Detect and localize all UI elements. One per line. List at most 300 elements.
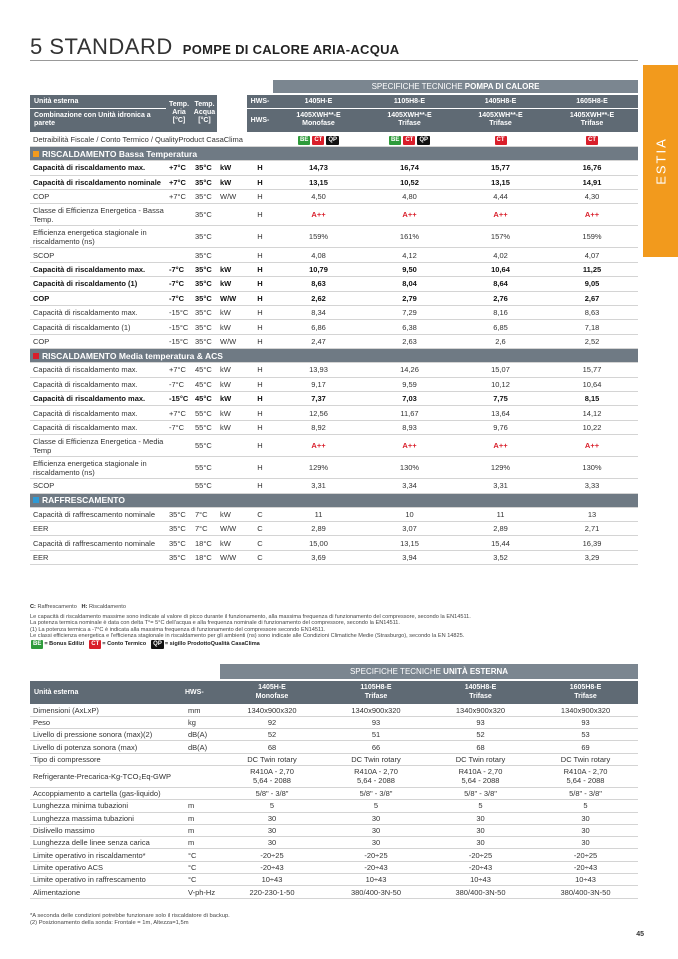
unit: °C — [185, 861, 220, 873]
water-temp: 35°C — [192, 291, 217, 305]
air-temp — [166, 479, 192, 493]
page-header — [30, 34, 400, 60]
outdoor-model: 1405H-E — [273, 94, 364, 108]
water-temp: 35°C — [192, 175, 217, 189]
unit: kW — [217, 363, 247, 377]
row-label: Lunghezza delle linee senza carica — [30, 837, 185, 849]
mode: H — [247, 161, 273, 175]
hydro-model: 1405XWH**-E Trifase — [455, 108, 546, 132]
data-row — [30, 248, 638, 262]
hydro-model: 1405XWH**-E Trifase — [546, 108, 638, 132]
data-row — [30, 391, 638, 405]
data-row — [30, 420, 638, 434]
value-cell: 13,64 — [455, 406, 546, 420]
data-row — [30, 363, 638, 377]
row-label: Efficienza energetica stagionale in riscaldamento (ns) — [30, 226, 166, 248]
unit: kW — [217, 277, 247, 291]
air-temp: +7°C — [166, 363, 192, 377]
data-row — [30, 704, 638, 716]
value-cell: 2,52 — [546, 334, 638, 348]
value-cell: 9,59 — [364, 377, 455, 391]
value-cell: 8,93 — [364, 420, 455, 434]
outdoor-model: 1405H8-E Trifase — [428, 680, 533, 704]
unit — [185, 765, 220, 787]
value-cell: R410A - 2,70 5,64 - 2088 — [324, 765, 428, 787]
mode: H — [247, 306, 273, 320]
data-row — [30, 334, 638, 348]
row-label: Capacità di riscaldamento nominale — [30, 175, 166, 189]
air-temp: -7°C — [166, 377, 192, 391]
row-label: Capacità di raffrescamento nominale — [30, 507, 166, 521]
value-cell: 6,86 — [273, 320, 364, 334]
badge-legend-text: = Bonus Edilizi — [44, 640, 85, 647]
spec-title: SPECIFICHE TECNICHE UNITÀ ESTERNA — [220, 664, 638, 680]
hws-label: HWS- — [247, 108, 273, 132]
unit: dB(A) — [185, 729, 220, 741]
data-row — [30, 753, 638, 765]
mode: H — [247, 226, 273, 248]
value-cell: 4,30 — [546, 190, 638, 204]
value-cell: 4,44 — [455, 190, 546, 204]
value-cell: 10÷43 — [324, 874, 428, 886]
outdoor-model: 1105H8-E Trifase — [324, 680, 428, 704]
unit: kW — [217, 507, 247, 521]
value-cell: 5 — [220, 800, 324, 812]
value-cell: 52 — [220, 729, 324, 741]
mode: H — [247, 420, 273, 434]
unit: W/W — [217, 190, 247, 204]
data-row — [30, 812, 638, 824]
notes-block — [30, 604, 640, 649]
qp-badge: QP — [419, 137, 428, 144]
value-cell: A++ — [455, 204, 546, 226]
water-temp: 35°C — [192, 277, 217, 291]
value-cell: 130% — [546, 457, 638, 479]
data-row — [30, 741, 638, 753]
value-cell: 92 — [220, 716, 324, 728]
row-label: COP — [30, 334, 166, 348]
value-cell: A++ — [273, 204, 364, 226]
mode: H — [247, 334, 273, 348]
row-label: Dimensioni (AxLxP) — [30, 704, 185, 716]
value-cell: 14,91 — [546, 175, 638, 189]
value-cell: 157% — [455, 226, 546, 248]
unit: kW — [217, 420, 247, 434]
value-cell: 14,73 — [273, 161, 364, 175]
data-row — [30, 291, 638, 305]
mode: H — [247, 248, 273, 262]
value-cell: 15,77 — [455, 161, 546, 175]
value-cell: 15,07 — [455, 363, 546, 377]
unit: kW — [217, 406, 247, 420]
value-cell: 8,64 — [455, 277, 546, 291]
water-temp: 18°C — [192, 550, 217, 564]
row-label: Classe di Efficienza Energetica - Media Temp — [30, 435, 166, 457]
value-cell: 4,07 — [546, 248, 638, 262]
data-row — [30, 837, 638, 849]
unit: kW — [217, 262, 247, 276]
value-cell: 93 — [428, 716, 533, 728]
row-label: Livello di potenza sonora (max) — [30, 741, 185, 753]
value-cell: 5/8" - 3/8" — [533, 787, 638, 799]
be-badge: BE — [33, 640, 42, 647]
note-line: Le classi efficienza energetica e l'efficienza stagionale in riscaldamento per gli ambienti (ns) sono indicate alle Condizioni Climatiche Medie (Strasburgo), secondo la EN 14825. — [30, 633, 465, 640]
value-cell: A++ — [364, 204, 455, 226]
value-cell: A++ — [546, 204, 638, 226]
value-cell: DC Twin rotary — [428, 753, 533, 765]
air-temp: 35°C — [166, 536, 192, 550]
value-cell: 4,50 — [273, 190, 364, 204]
be-badge: BE — [299, 137, 309, 144]
water-temp: 35°C — [192, 334, 217, 348]
air-temp — [166, 457, 192, 479]
value-cell: 13,15 — [364, 536, 455, 550]
air-temp — [166, 248, 192, 262]
air-temp: -7°C — [166, 420, 192, 434]
note-line: (1) La potenza termica a -7°C è indicata alla massima frequenza di funzionamento del compressore secondo EN14511. — [30, 626, 326, 633]
unit: m — [185, 837, 220, 849]
value-cell: 3,94 — [364, 550, 455, 564]
value-cell: 10,22 — [546, 420, 638, 434]
data-row — [30, 849, 638, 861]
data-row — [30, 457, 638, 479]
air-temp: +7°C — [166, 406, 192, 420]
section-number: 5 STANDARD — [30, 34, 173, 59]
hws-label: HWS- — [185, 680, 220, 704]
value-cell: 51 — [324, 729, 428, 741]
value-cell: A++ — [546, 435, 638, 457]
unit: W/W — [217, 550, 247, 564]
unit: kW — [217, 306, 247, 320]
value-cell: 10÷43 — [533, 874, 638, 886]
unit — [185, 787, 220, 799]
badge-cell — [546, 132, 638, 146]
badge-cell — [273, 132, 364, 146]
value-cell: -20÷43 — [428, 861, 533, 873]
footnote: (2) Posizionamento della sonda: Frontale = 1m, Altezza=1,5m — [30, 920, 189, 926]
value-cell: 8,04 — [364, 277, 455, 291]
water-temp: 7°C — [192, 521, 217, 535]
value-cell: 159% — [273, 226, 364, 248]
value-cell: 5/8" - 3/8" — [428, 787, 533, 799]
value-cell: 12,56 — [273, 406, 364, 420]
value-cell: 30 — [324, 824, 428, 836]
section-header — [30, 493, 638, 507]
value-cell: 3,31 — [455, 479, 546, 493]
value-cell: 380/400-3N-50 — [533, 886, 638, 898]
row-label: Livello di pressione sonora (max)(2) — [30, 729, 185, 741]
data-row — [30, 190, 638, 204]
badge-cell — [364, 132, 455, 146]
section-header — [30, 349, 638, 363]
unit: kW — [217, 536, 247, 550]
value-cell: 30 — [428, 837, 533, 849]
water-temp: 55°C — [192, 406, 217, 420]
value-cell: 10 — [364, 507, 455, 521]
row-label: Refrigerante-Precarica-Kg-TCO₂Eq-GWP — [30, 765, 185, 787]
value-cell: 30 — [324, 837, 428, 849]
value-cell: 15,77 — [546, 363, 638, 377]
air-temp: -15°C — [166, 320, 192, 334]
row-label: Capacità di riscaldamento max. — [30, 306, 166, 320]
detraibilita-label: Detraibilità Fiscale / Conto Termico / QualityProduct CasaClima — [30, 132, 273, 146]
row-label: SCOP — [30, 248, 166, 262]
ct-badge: CT — [314, 137, 323, 144]
value-cell: A++ — [364, 435, 455, 457]
unit: W/W — [217, 291, 247, 305]
section-header — [30, 147, 638, 161]
water-temp: 55°C — [192, 479, 217, 493]
air-temp — [166, 435, 192, 457]
value-cell: 8,63 — [273, 277, 364, 291]
row-label: Lunghezza minima tubazioni — [30, 800, 185, 812]
badge-legend — [30, 640, 640, 649]
water-temp: 55°C — [192, 457, 217, 479]
value-cell: 93 — [533, 716, 638, 728]
value-cell: 9,17 — [273, 377, 364, 391]
value-cell: 4,08 — [273, 248, 364, 262]
value-cell: 13,93 — [273, 363, 364, 377]
row-label: Capacità di riscaldamento max. — [30, 420, 166, 434]
value-cell: 3,29 — [546, 550, 638, 564]
water-temp: 45°C — [192, 377, 217, 391]
air-temp: 35°C — [166, 507, 192, 521]
header-row — [30, 108, 638, 132]
value-cell: 4,80 — [364, 190, 455, 204]
row-label: Peso — [30, 716, 185, 728]
row-label: EER — [30, 521, 166, 535]
section-title: RAFFRESCAMENTO — [42, 495, 125, 506]
be-badge: BE — [390, 137, 400, 144]
value-cell: 52 — [428, 729, 533, 741]
value-cell: 9,50 — [364, 262, 455, 276]
unit: kW — [217, 161, 247, 175]
data-row — [30, 226, 638, 248]
data-row — [30, 874, 638, 886]
air-temp — [166, 204, 192, 226]
value-cell: 9,05 — [546, 277, 638, 291]
value-cell: 15,44 — [455, 536, 546, 550]
value-cell: 10,12 — [455, 377, 546, 391]
value-cell: 130% — [364, 457, 455, 479]
unit — [217, 226, 247, 248]
unit — [217, 204, 247, 226]
unit: V-ph-Hz — [185, 886, 220, 898]
mode: H — [247, 391, 273, 405]
value-cell: 5 — [324, 800, 428, 812]
row-label: Dislivello massimo — [30, 824, 185, 836]
section-title: RISCALDAMENTO Media temperatura & ACS — [42, 350, 223, 361]
value-cell: 2,47 — [273, 334, 364, 348]
water-temp: 35°C — [192, 161, 217, 175]
data-row — [30, 277, 638, 291]
value-cell: 2,89 — [273, 521, 364, 535]
value-cell: DC Twin rotary — [324, 753, 428, 765]
spec-title-row — [30, 664, 638, 680]
unit-label: Unità esterna — [30, 680, 185, 704]
mode: H — [247, 320, 273, 334]
mode: H — [247, 377, 273, 391]
air-temp: +7°C — [166, 161, 192, 175]
detraibilita-row — [30, 132, 638, 146]
unit — [185, 753, 220, 765]
section-color-marker — [33, 497, 39, 503]
value-cell: 7,75 — [455, 391, 546, 405]
ct-badge: CT — [405, 137, 414, 144]
air-temp: -15°C — [166, 391, 192, 405]
row-label: Capacità di riscaldamento max. — [30, 406, 166, 420]
value-cell: 68 — [220, 741, 324, 753]
row-label: Lunghezza massima tubazioni — [30, 812, 185, 824]
value-cell: 10,64 — [455, 262, 546, 276]
data-row — [30, 262, 638, 276]
unit — [217, 479, 247, 493]
mode: H — [247, 204, 273, 226]
value-cell: 8,16 — [455, 306, 546, 320]
outdoor-model: 1605H8-E Trifase — [533, 680, 638, 704]
value-cell: 10,52 — [364, 175, 455, 189]
value-cell: 3,69 — [273, 550, 364, 564]
hws-label: HWS- — [247, 94, 273, 108]
value-cell: 2,67 — [546, 291, 638, 305]
unit: dB(A) — [185, 741, 220, 753]
mode-legend: C: Raffrescamento H: Riscaldamento — [30, 604, 126, 610]
value-cell: 5/8" - 3/8" — [324, 787, 428, 799]
value-cell: 380/400-3N-50 — [428, 886, 533, 898]
value-cell: 2,76 — [455, 291, 546, 305]
value-cell: 7,37 — [273, 391, 364, 405]
data-row — [30, 161, 638, 175]
value-cell: 69 — [533, 741, 638, 753]
value-cell: 159% — [546, 226, 638, 248]
air-temp: -7°C — [166, 291, 192, 305]
row-label: COP — [30, 190, 166, 204]
value-cell: -20÷43 — [220, 861, 324, 873]
temp-water-header: Temp. Acqua [°C] — [192, 94, 217, 132]
unit: mm — [185, 704, 220, 716]
row-label: Alimentazione — [30, 886, 185, 898]
value-cell: 30 — [428, 824, 533, 836]
value-cell: 13 — [546, 507, 638, 521]
value-cell: 8,15 — [546, 391, 638, 405]
value-cell: 1340x900x320 — [324, 704, 428, 716]
value-cell: R410A - 2,70 5,64 - 2088 — [220, 765, 324, 787]
value-cell: 6,85 — [455, 320, 546, 334]
footnotes — [30, 913, 230, 927]
mode: C — [247, 536, 273, 550]
air-temp: 35°C — [166, 550, 192, 564]
value-cell: -20÷25 — [533, 849, 638, 861]
value-cell: 16,74 — [364, 161, 455, 175]
badge-legend-text: = Conto Termico — [102, 640, 147, 647]
value-cell: 16,76 — [546, 161, 638, 175]
data-row — [30, 886, 638, 898]
value-cell: 13,15 — [273, 175, 364, 189]
air-temp — [166, 226, 192, 248]
value-cell: 14,26 — [364, 363, 455, 377]
unit-label: Unità esterna — [30, 94, 166, 108]
value-cell: 380/400-3N-50 — [324, 886, 428, 898]
value-cell: A++ — [273, 435, 364, 457]
data-row — [30, 824, 638, 836]
badge-cell — [455, 132, 546, 146]
section-title: POMPE DI CALORE ARIA-ACQUA — [182, 42, 400, 57]
value-cell: 30 — [324, 812, 428, 824]
air-temp: -7°C — [166, 262, 192, 276]
data-row — [30, 175, 638, 189]
value-cell: -20÷25 — [220, 849, 324, 861]
section-color-marker — [33, 151, 39, 157]
side-tab-label: ESTIA — [653, 137, 668, 185]
value-cell: 8,63 — [546, 306, 638, 320]
row-label: COP — [30, 291, 166, 305]
mode: H — [247, 291, 273, 305]
water-temp: 35°C — [192, 204, 217, 226]
outdoor-model: 1605H8-E — [546, 94, 638, 108]
value-cell: 5/8" - 3/8" — [220, 787, 324, 799]
value-cell: 15,00 — [273, 536, 364, 550]
value-cell: 30 — [220, 837, 324, 849]
value-cell: 13,15 — [455, 175, 546, 189]
water-temp: 35°C — [192, 262, 217, 276]
water-temp: 45°C — [192, 363, 217, 377]
value-cell: 2,62 — [273, 291, 364, 305]
value-cell: 11 — [273, 507, 364, 521]
data-row — [30, 536, 638, 550]
value-cell: 11,25 — [546, 262, 638, 276]
unit — [217, 248, 247, 262]
hydro-model: 1405XWH**-E Monofase — [273, 108, 364, 132]
water-temp: 55°C — [192, 420, 217, 434]
value-cell: 30 — [533, 812, 638, 824]
water-temp: 55°C — [192, 435, 217, 457]
value-cell: 129% — [273, 457, 364, 479]
row-label: Capacità di riscaldamento max. — [30, 161, 166, 175]
value-cell: 30 — [220, 824, 324, 836]
value-cell: 10,64 — [546, 377, 638, 391]
value-cell: 3,33 — [546, 479, 638, 493]
outdoor-unit-spec-table — [30, 664, 638, 899]
mode: H — [247, 479, 273, 493]
data-row — [30, 306, 638, 320]
data-row — [30, 521, 638, 535]
value-cell: 30 — [428, 812, 533, 824]
value-cell: 10÷43 — [428, 874, 533, 886]
value-cell: R410A - 2,70 5,64 - 2088 — [428, 765, 533, 787]
mode: H — [247, 277, 273, 291]
temp-air-header: Temp. Aria [°C] — [166, 94, 192, 132]
water-temp: 7°C — [192, 507, 217, 521]
row-label: Efficienza energetica stagionale in riscaldamento (ns) — [30, 457, 166, 479]
value-cell: 2,89 — [455, 521, 546, 535]
value-cell: 3,52 — [455, 550, 546, 564]
water-temp: 45°C — [192, 391, 217, 405]
badge-legend-text: = sigillo ProdottoQualità CasaClima — [164, 640, 260, 647]
ct-badge: CT — [588, 137, 596, 144]
side-tab — [643, 65, 678, 257]
row-label: EER — [30, 550, 166, 564]
header-row — [30, 94, 638, 108]
page-number: 45 — [636, 931, 644, 938]
air-temp: -15°C — [166, 334, 192, 348]
mode: C — [247, 550, 273, 564]
note-line: La potenza termica nominale è data con delta T°= 5°C dell'acqua e alla frequenza nominale di funzionamento del compressore, secondo la EN14511. — [30, 620, 400, 627]
header-divider — [30, 60, 638, 61]
unit: m — [185, 824, 220, 836]
water-temp: 35°C — [192, 190, 217, 204]
mode: C — [247, 507, 273, 521]
unit: kW — [217, 391, 247, 405]
